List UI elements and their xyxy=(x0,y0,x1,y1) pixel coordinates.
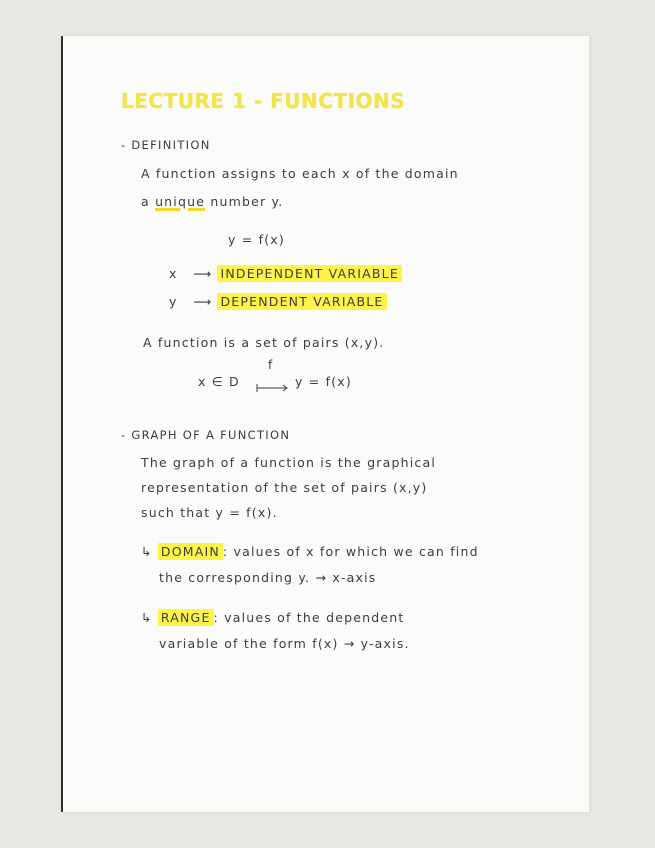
range-highlight: RANGE xyxy=(158,609,214,626)
range-row xyxy=(141,610,405,625)
definition-heading: - DEFINITION xyxy=(121,138,211,152)
range-line-2: variable of the form f(x) → y-axis. xyxy=(159,636,410,651)
graph-line-2: representation of the set of pairs (x,y) xyxy=(141,480,428,495)
unique-word: unique xyxy=(155,194,206,209)
graph-heading: - GRAPH OF A FUNCTION xyxy=(121,428,291,442)
x-symbol: x xyxy=(169,266,178,281)
line2-prefix: a xyxy=(141,194,150,209)
map-domain: x ∈ D xyxy=(198,374,240,389)
y-symbol: y xyxy=(169,294,178,309)
right-arrow-icon: ⟶ xyxy=(182,294,218,309)
function-formula: y = f(x) xyxy=(228,232,285,247)
line2-suffix: number y. xyxy=(210,194,284,209)
definition-line-2 xyxy=(141,194,283,209)
domain-bullet-icon: ↳ xyxy=(141,544,153,559)
dependent-variable-highlight: DEPENDENT VARIABLE xyxy=(217,293,386,310)
page-title: LECTURE 1 - FUNCTIONS xyxy=(121,89,406,113)
right-arrow-icon: ⟶ xyxy=(182,266,218,281)
domain-line-2: the corresponding y. → x-axis xyxy=(159,570,377,585)
definition-line-1: A function assigns to each x of the domain xyxy=(141,166,459,181)
range-bullet-icon: ↳ xyxy=(141,610,153,625)
maps-to-arrow-icon xyxy=(256,375,290,395)
pairs-line: A function is a set of pairs (x,y). xyxy=(143,335,385,350)
domain-text: : values of x for which we can find xyxy=(222,544,479,559)
independent-row xyxy=(169,266,402,281)
notebook-page xyxy=(63,36,589,812)
map-codomain: y = f(x) xyxy=(295,374,352,389)
graph-line-3: such that y = f(x). xyxy=(141,505,278,520)
domain-row xyxy=(141,544,479,559)
domain-highlight: DOMAIN xyxy=(158,543,223,560)
graph-line-1: The graph of a function is the graphical xyxy=(141,455,436,470)
dependent-row xyxy=(169,294,387,309)
independent-variable-highlight: INDEPENDENT VARIABLE xyxy=(217,265,402,282)
range-text: : values of the dependent xyxy=(213,610,405,625)
map-function-f: f xyxy=(268,358,274,372)
